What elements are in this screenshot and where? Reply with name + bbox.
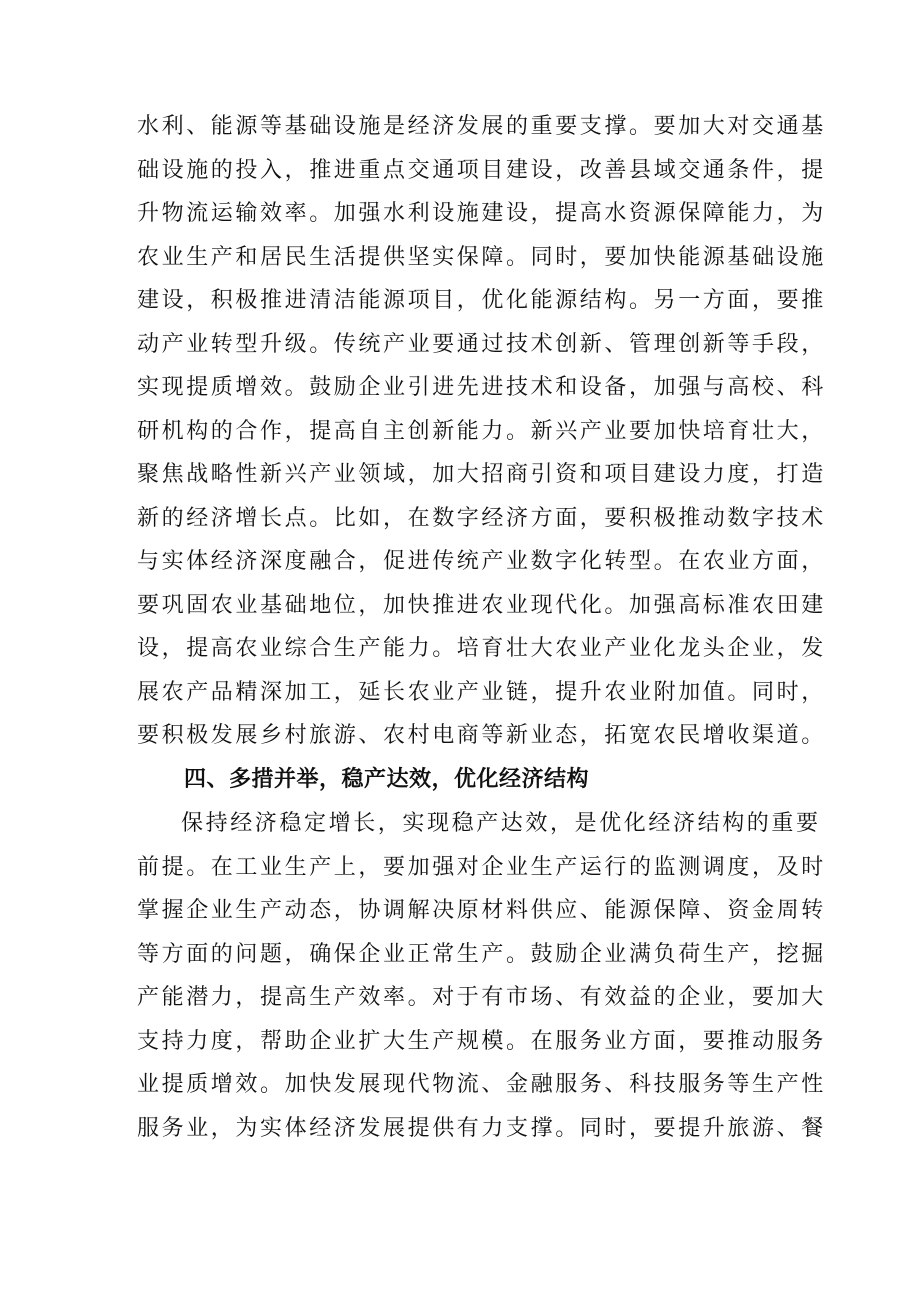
text-line: 水利、能源等基础设施是经济发展的重要支撑。要加大对交通基	[137, 114, 826, 139]
section-heading: 四、多措并举，稳产达效，优化经济结构	[184, 767, 590, 792]
text-line: 要巩固农业基础地位，加快推进农业现代化。加强高标准农田建	[137, 592, 826, 618]
text-line: 展农产品精深加工，延长农业产业链，提升农业附加值。同时，	[137, 679, 826, 705]
text-line: 升物流运输效率。加强水利设施建设，提高水资源保障能力，为	[137, 201, 826, 226]
text-line: 聚焦战略性新兴产业领域，加大招商引资和项目建设力度，打造	[137, 462, 826, 487]
text-line: 动产业转型升级。传统产业要通过技术创新、管理创新等手段，	[137, 331, 826, 357]
text-line: 服务业，为实体经济发展提供有力支撑。同时，要提升旅游、餐	[137, 1115, 826, 1141]
text-line: 设，提高农业综合生产能力。培育壮大农业产业化龙头企业，发	[137, 636, 826, 661]
text-line: 实现提质增效。鼓励企业引进先进技术和设备，加强与高校、科	[137, 375, 826, 400]
text-line: 产能潜力，提高生产效率。对于有市场、有效益的企业，要加大	[137, 985, 826, 1010]
body-paragraph-top	[137, 105, 826, 758]
text-line: 支持力度，帮助企业扩大生产规模。在服务业方面，要推动服务	[137, 1028, 826, 1054]
text-line: 前提。在工业生产上，要加强对企业生产运行的监测调度，及时	[137, 854, 826, 880]
text-line: 掌握企业生产动态，协调解决原材料供应、能源保障、资金周转	[137, 898, 826, 923]
text-line: 保持经济稳定增长，实现稳产达效，是优化经济结构的重要	[181, 811, 821, 836]
text-line: 建设，积极推进清洁能源项目，优化能源结构。另一方面，要推	[137, 288, 826, 313]
text-line: 农业生产和居民生活提供坚实保障。同时，要加快能源基础设施	[137, 244, 826, 270]
text-line: 研机构的合作，提高自主创新能力。新兴产业要加快培育壮大，	[137, 418, 826, 444]
text-line: 新的经济增长点。比如，在数字经济方面，要积极推动数字技术	[137, 505, 826, 531]
body-paragraph-bottom	[137, 802, 826, 1150]
text-line: 与实体经济深度融合，促进传统产业数字化转型。在农业方面，	[137, 549, 826, 574]
text-line: 础设施的投入，推进重点交通项目建设，改善县域交通条件，提	[137, 157, 826, 183]
text-line: 等方面的问题，确保企业正常生产。鼓励企业满负荷生产，挖掘	[137, 941, 826, 967]
text-line: 要积极发展乡村旅游、农村电商等新业态，拓宽农民增收渠道。	[137, 723, 826, 748]
text-line: 业提质增效。加快发展现代物流、金融服务、科技服务等生产性	[137, 1072, 826, 1097]
